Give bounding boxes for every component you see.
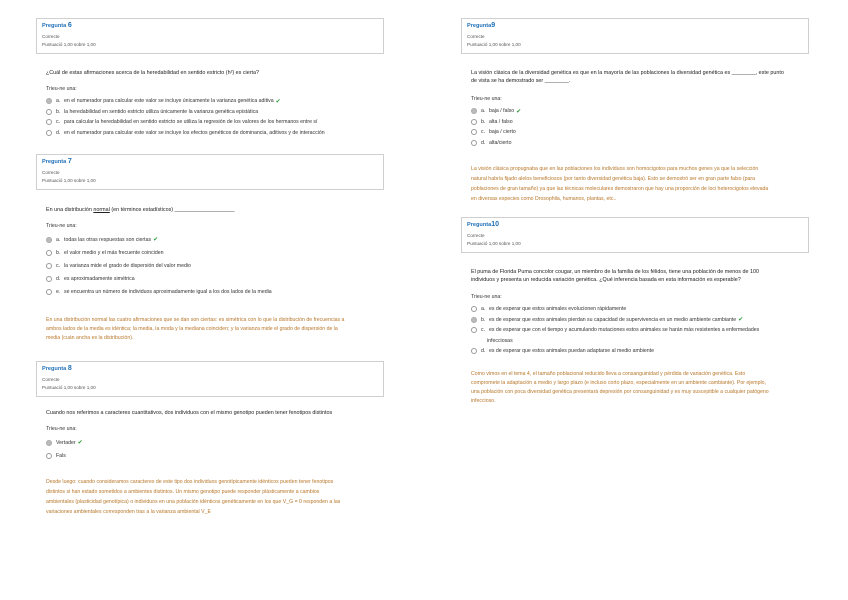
question-7-score: Puntuació 1,00 sobre 1,00	[42, 178, 96, 183]
radio-icon[interactable]	[471, 327, 477, 333]
radio-selected-icon[interactable]	[46, 98, 52, 104]
question-7-status: Correcte	[42, 170, 60, 175]
radio-icon[interactable]	[46, 250, 52, 256]
question-9-status: Correcte	[467, 34, 485, 39]
question-7-option-d[interactable]: d. es aproximadamente simétrica	[46, 272, 272, 285]
question-9-score: Puntuació 1,00 sobre 1,00	[467, 42, 521, 47]
radio-icon[interactable]	[471, 140, 477, 146]
radio-icon[interactable]	[46, 263, 52, 269]
question-8-feedback: Desde luego: cuando consideramos caracteres de este tipo dos individuos genotípicamente idénticos pueden tener fenotipos distintos si han estado sometidos a ambientes distintos. Un mismo genotipo puede responder plásticamente a cambios ambientales (plasticidad genotípica) o individuos en una población idénticos genéticamente en los que V_G = 0 responden a las variaciones ambientales corresponden tras a la varianza ambiental V_E	[46, 479, 341, 515]
check-icon: ✔	[153, 237, 159, 243]
question-8-option-false[interactable]: Fals	[46, 449, 83, 462]
question-10-option-d[interactable]: d. es de esperar que estos animales puedan adaptarse al medio ambiente	[471, 346, 759, 357]
question-6-score: Puntuació 1,00 sobre 1,00	[42, 42, 96, 47]
radio-selected-icon[interactable]	[471, 317, 477, 323]
check-icon: ✔	[738, 317, 744, 324]
question-7-option-a[interactable]: a. todas las otras respuestas son ciertas ✔	[46, 233, 272, 246]
question-9-title: Pregunta9	[467, 22, 496, 29]
question-7-info	[36, 154, 384, 190]
radio-icon[interactable]	[471, 348, 477, 354]
question-10-option-c[interactable]: c. es de esperar que con el tiempo y acumulando mutaciones estos animales se harán más resistentes a enfermedades	[471, 325, 759, 336]
question-10-choose-label: Trieu-ne una:	[471, 294, 502, 300]
question-7-feedback: En una distribución normal las cuatro afirmaciones que se dan son ciertas: es simétrica con lo que la distribución de frecuencias a ambos lados de la media es idéntica; la media, la moda y la mediana coinciden; y la varianza mide el grado de dispersión de la media (cuán ancha es la distribución).	[46, 317, 345, 341]
check-icon: ✔	[516, 108, 522, 115]
question-10-text: El puma de Florida Puma concolor cougar, un miembro de la familia de los félidos, tiene una población de menos de 100 individuos y presenta un reducida variación genética. ¿Qué inferencia basada en esta información es esperable?	[471, 269, 759, 283]
radio-selected-icon[interactable]	[471, 108, 477, 114]
radio-icon[interactable]	[471, 129, 477, 135]
question-8-score: Puntuació 1,00 sobre 1,00	[42, 385, 96, 390]
question-7-text: En una distribución normal (en términos estadísticos) ____________________	[46, 207, 235, 213]
question-9-option-b[interactable]: b. alta / falso	[471, 117, 521, 128]
radio-selected-icon[interactable]	[46, 237, 52, 243]
radio-icon[interactable]	[46, 130, 52, 136]
question-9-option-a[interactable]: a. baja / falso ✔	[471, 106, 521, 117]
question-10-option-c-continued: infecciosas	[487, 337, 513, 344]
question-10-options	[471, 304, 759, 357]
question-10-status: Correcte	[467, 233, 485, 238]
radio-icon[interactable]	[46, 109, 52, 115]
question-10-option-a[interactable]: a. es de esperar que estos animales evolucionen rápidamente	[471, 304, 759, 315]
question-10-score: Puntuació 1,00 sobre 1,00	[467, 241, 521, 246]
question-6-title: Pregunta 6	[42, 22, 72, 29]
radio-icon[interactable]	[46, 289, 52, 295]
question-10-info	[461, 217, 809, 253]
question-10-feedback: Como vimos en el tema 4, el tamaño poblacional reducido lleva a consanguinidad y pérdida de variación genética. Esto compromete la adaptación a medio y largo plazo (e incluso corto plazo, especialmente en un ambiente cambiante). Por ejemplo, una población con poca diversidad genética presentará depresión por consanguinidad y es muy susceptible a cualquier patógeno infeccioso.	[471, 371, 769, 404]
question-7-choose-label: Trieu-ne una:	[46, 223, 77, 229]
question-6-options	[46, 96, 325, 138]
question-9-info	[461, 18, 809, 54]
radio-icon[interactable]	[46, 453, 52, 459]
question-8-options	[46, 436, 83, 462]
question-10-title: Pregunta10	[467, 221, 500, 228]
radio-selected-icon[interactable]	[46, 440, 52, 446]
question-6-option-d[interactable]: d. en el numerador para calcular este valor se incluye los efectos genéticos de dominancia, aditivos y de interacción	[46, 128, 325, 139]
question-9-option-c[interactable]: c. baja / cierto	[471, 127, 521, 138]
question-8-title: Pregunta 8	[42, 365, 72, 372]
question-7-option-e[interactable]: e. se encuentra un número de individuos aproximadamente igual a los dos lados de la media	[46, 285, 272, 298]
question-6-choose-label: Trieu-ne una:	[46, 86, 77, 92]
question-6-option-a[interactable]: a. en el numerador para calcular este valor se incluye únicamente la varianza genética aditiva ✔	[46, 96, 325, 107]
check-icon: ✔	[275, 98, 281, 105]
question-9-options	[471, 106, 521, 148]
question-8-text: Cuando nos referimos a caracteres cuantitativos, dos individuos con el mismo genotipo pueden tener fenotipos distintos	[46, 410, 333, 416]
question-6-option-b[interactable]: b. la heredabilidad en sentido estricto utiliza únicamente la varianza genética epistática	[46, 107, 325, 118]
question-8-info	[36, 361, 384, 397]
question-8-status: Correcte	[42, 377, 60, 382]
radio-icon[interactable]	[471, 119, 477, 125]
question-6-option-c[interactable]: c. para calcular la heredabilidad en sentido estricto se utiliza la regresión de los valores de los hermanos entre sí	[46, 117, 325, 128]
question-9-choose-label: Trieu-ne una:	[471, 96, 502, 102]
radio-icon[interactable]	[471, 306, 477, 312]
question-10-option-b[interactable]: b. es de esperar que estos animales pierdan su capacidad de supervivencia en un medio ambiente cambiante ✔	[471, 315, 759, 326]
question-7-option-b[interactable]: b. el valor medio y el más frecuente coinciden	[46, 246, 272, 259]
question-7-option-c[interactable]: c. la varianza mide el grado de dispersión del valor medio	[46, 259, 272, 272]
question-6-info	[36, 18, 384, 54]
check-icon: ✔	[77, 440, 83, 446]
radio-icon[interactable]	[46, 119, 52, 125]
question-6-status: Correcte	[42, 34, 60, 39]
question-9-text: La visión clásica de la diversidad genética es que en la mayoría de las poblaciones la diversidad genética es ________, este punto de vista se ha demostrado ser ________.	[471, 70, 784, 84]
question-7-options	[46, 233, 272, 298]
question-9-option-d[interactable]: d. alta/cierto	[471, 138, 521, 149]
radio-icon[interactable]	[46, 276, 52, 282]
question-9-feedback: La visión clásica propugnaba que en las poblaciones los individuos son homocigotos para muchos genes ya que la selección natural habría fijado alelos beneficiosos (por tanto diversidad genética baja). Esto se demostró ser en gran parte falso (para poblaciones de gran tamaño) ya que las técnicas moleculares demostraron que hay una proporción de loci heterocigotos elevada en diversas especies como Drosophila, humanos, plantas, etc..	[471, 166, 769, 202]
question-6-text: ¿Cuál de estas afirmaciones acerca de la heredabilidad en sentido estricto (h²) es cierta?	[46, 70, 260, 76]
question-8-option-true[interactable]: Vertader ✔	[46, 436, 83, 449]
question-8-choose-label: Trieu-ne una:	[46, 426, 77, 432]
question-7-title: Pregunta 7	[42, 158, 72, 165]
